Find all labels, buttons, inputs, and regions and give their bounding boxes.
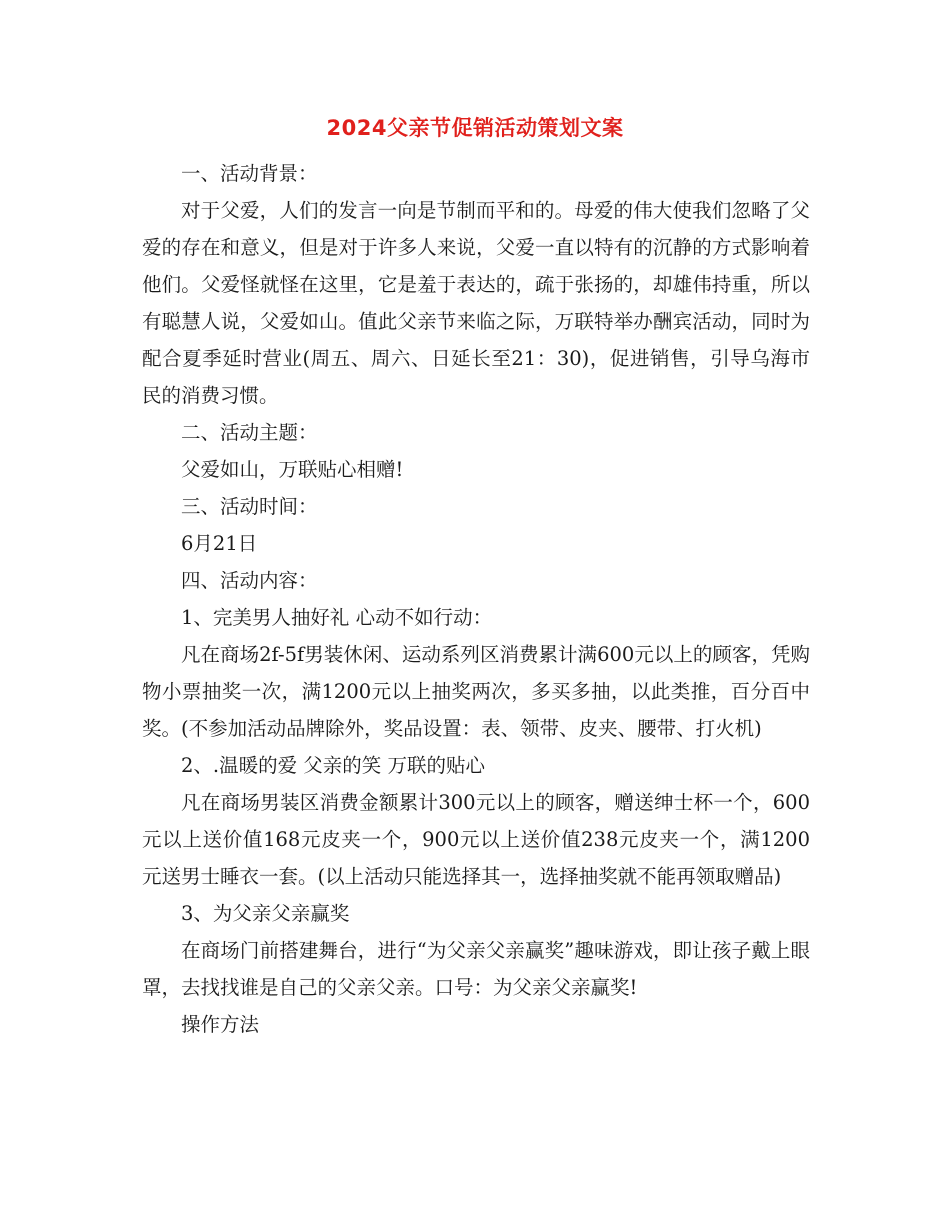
item-heading-1: 1、完美男人抽好礼 心动不如行动： bbox=[181, 606, 493, 629]
section-heading-background: 一、活动背景： bbox=[181, 162, 318, 185]
section-heading-theme: 二、活动主题： bbox=[181, 421, 318, 444]
item-paragraph-2: 凡在商场男装区消费金额累计300元以上的顾客，赠送绅士杯一个，600元以上送价值168元皮夹一个，900元以上送价值238元皮夹一个，满1200元送男士睡衣一套。(以上活动只能选择其一，选择抽奖就不能再领取赠品) bbox=[142, 791, 810, 888]
document-title: 2024父亲节促销活动策划文案 bbox=[326, 116, 624, 140]
item-paragraph-1: 凡在商场2f-5f男装休闲、运动系列区消费累计满600元以上的顾客，凭购物小票抽奖一次，满1200元以上抽奖两次，多买多抽，以此类推，百分百中奖。(不参加活动品牌除外，奖品设置：表、领带、皮夹、腰带、打火机) bbox=[142, 643, 810, 740]
item-heading-2: 2、.温暖的爱 父亲的笑 万联的贴心 bbox=[181, 754, 486, 777]
document-body bbox=[142, 155, 810, 1043]
paragraph-background: 对于父爱，人们的发言一向是节制而平和的。母爱的伟大使我们忽略了父爱的存在和意义，但是对于许多人来说，父爱一直以特有的沉静的方式影响着他们。父爱怪就怪在这里，它是羞于表达的，疏于张扬的，却雄伟持重，所以有聪慧人说，父爱如山。值此父亲节来临之际，万联特举办酬宾活动，同时为配合夏季延时营业(周五、周六、日延长至21：30)，促进销售，引导乌海市民的消费习惯。 bbox=[142, 199, 810, 407]
item-subheading-method: 操作方法 bbox=[181, 1013, 260, 1036]
item-heading-3: 3、为父亲父亲赢奖 bbox=[181, 902, 350, 925]
paragraph-time: 6月21日 bbox=[181, 532, 258, 555]
section-heading-content: 四、活动内容： bbox=[181, 569, 318, 592]
item-paragraph-3: 在商场门前搭建舞台，进行“为父亲父亲赢奖”趣味游戏，即让孩子戴上眼罩，去找找谁是自己的父亲父亲。口号：为父亲父亲赢奖! bbox=[142, 939, 810, 999]
section-heading-time: 三、活动时间： bbox=[181, 495, 318, 518]
paragraph-theme: 父爱如山，万联贴心相赠! bbox=[181, 458, 404, 481]
